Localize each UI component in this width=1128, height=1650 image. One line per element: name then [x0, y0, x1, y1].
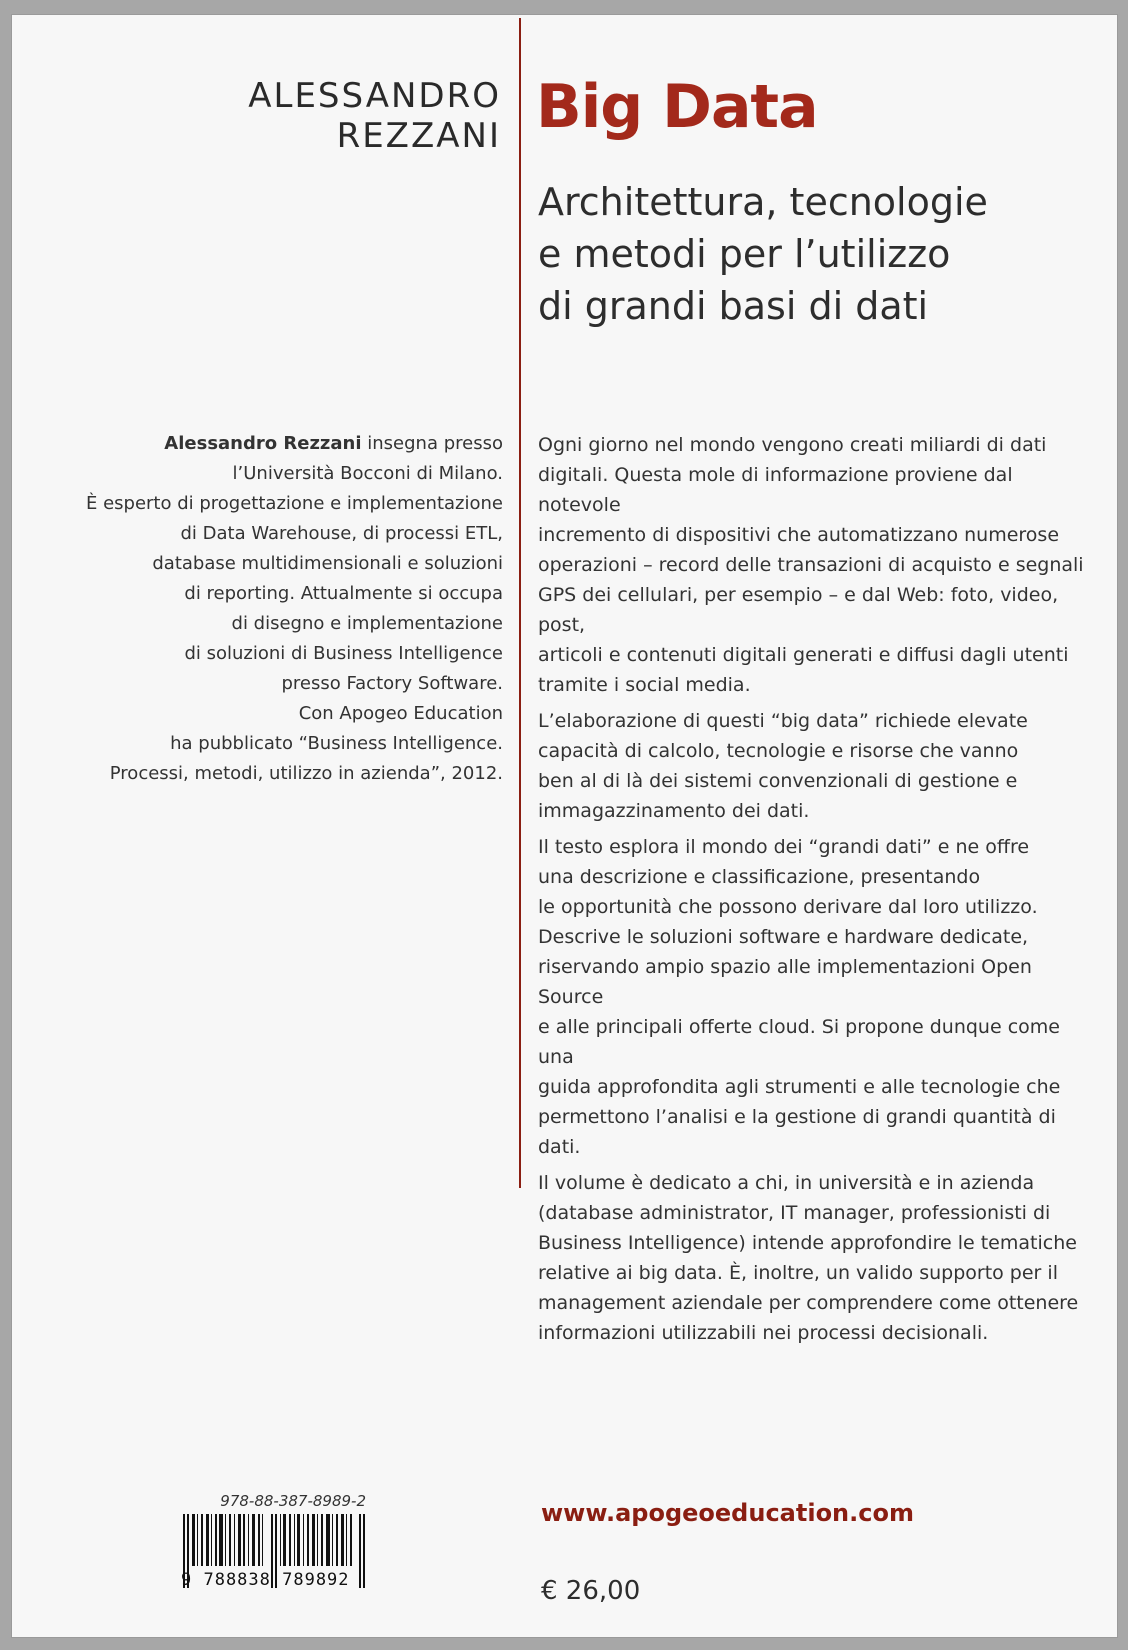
bio-author-name: Alessandro Rezzani [164, 433, 362, 454]
barcode-digits: 9 788838 789892 [181, 1570, 350, 1590]
book-title: Big Data [536, 72, 818, 142]
book-subtitle: Architettura, tecnologie e metodi per l’utilizzo di grandi basi di dati [538, 180, 988, 328]
isbn-number: 978-88-387-8989-2 [220, 1492, 366, 1510]
description-paragraph: Il testo esplora il mondo dei “grandi dati” e ne offre una descrizione e classificazione, presentando le opportunità che possono derivare dal loro utilizzo. Descrive le soluzioni software e hardware dedicate, riservando ampio spazio alle implementazioni Open Source e alle principali offerte cloud. Si propone dunque come una guida approfondita agli strumenti e alle tecnologie che permettono l’analisi e la gestione di grandi quantità di dati. [538, 836, 1061, 1158]
publisher-website: www.apogeoeducation.com [541, 1499, 914, 1527]
book-description [538, 430, 1098, 1354]
description-paragraph: Il volume è dedicato a chi, in università e in azienda (database administrator, IT manager, professionisti di Business Intelligence) intende approfondire le tematiche relative ai big data. È, inoltre, un valido supporto per il management aziendale per comprendere come ottenere informazioni utilizzabili nei processi decisionali. [538, 1172, 1079, 1344]
author-name: ALESSANDRO REZZANI [248, 76, 501, 156]
author-bio [41, 429, 503, 789]
price: € 26,00 [541, 1576, 641, 1606]
description-paragraph: L’elaborazione di questi “big data” richiede elevate capacità di calcolo, tecnologie e risorse che vanno ben al di là dei sistemi convenzionali di gestione e immagazzinamento dei dati. [538, 710, 1028, 822]
vertical-divider [519, 18, 521, 1188]
description-paragraph: Ogni giorno nel mondo vengono creati miliardi di dati digitali. Questa mole di informazione proviene dal notevole incremento di dispositivi che automatizzano numerose operazioni – record delle transazioni di acquisto e segnali GPS dei cellulari, per esempio – e dal Web: foto, video, post, articoli e contenuti digitali generati e diffusi dagli utenti tramite i social media. [538, 434, 1084, 696]
bio-text: insegna presso l’Università Bocconi di Milano. È esperto di progettazione e implementazione di Data Warehouse, di processi ETL, database multidimensionali e soluzioni di reporting. Attualmente si occupa di disegno e implementazione di soluzioni di Business Intelligence presso Factory Software. Con Apogeo Education ha pubblicato “Business Intelligence. Processi, metodi, utilizzo in azienda”, 2012. [85, 433, 503, 784]
book-back-cover [11, 14, 1118, 1638]
